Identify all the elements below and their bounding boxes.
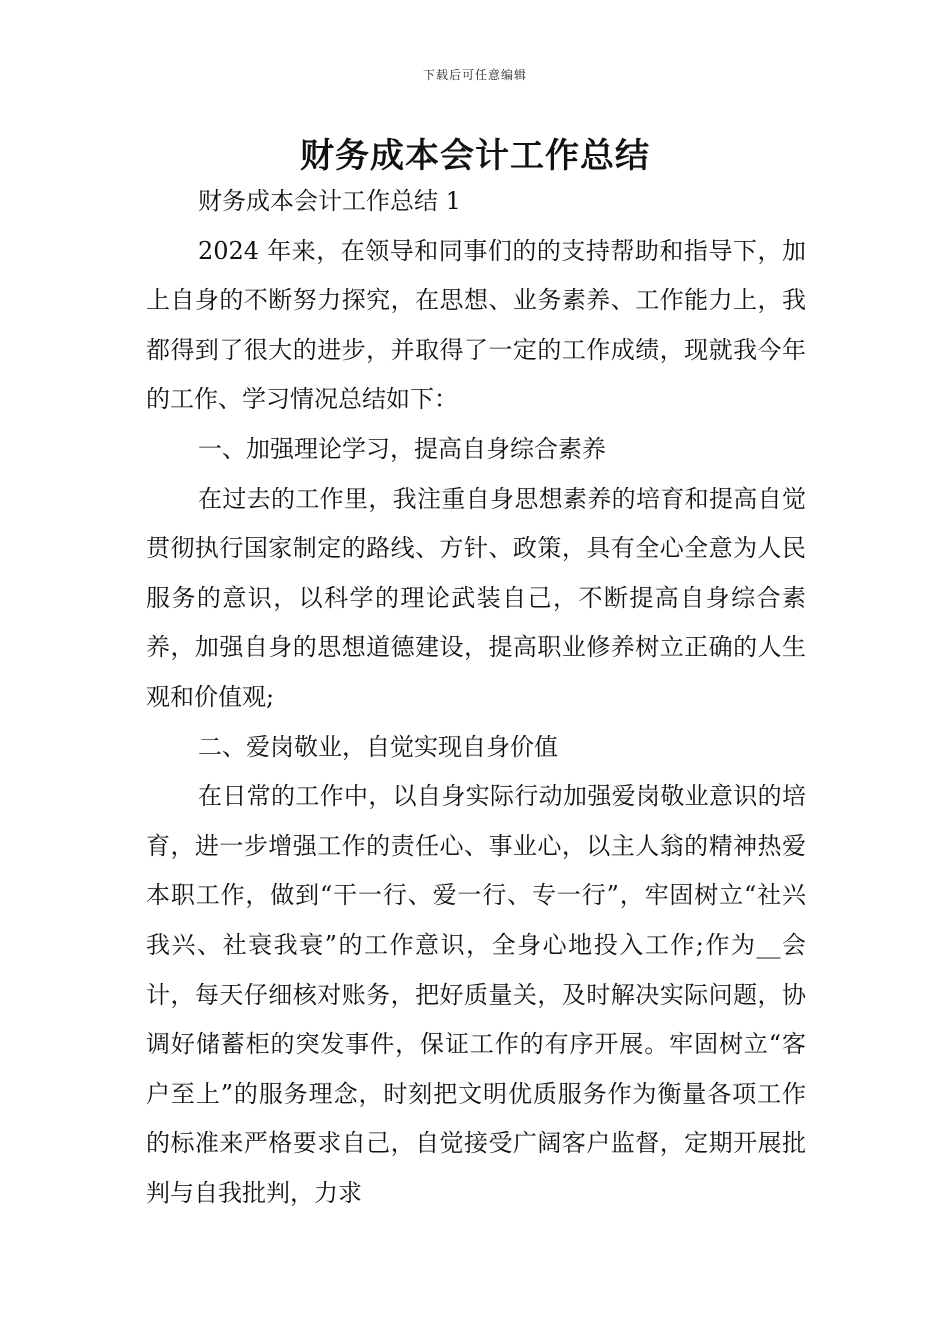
document-body: [146, 177, 806, 1218]
header-note: 下载后可任意编辑: [422, 68, 527, 82]
section-heading: 二、爱岗敬业，自觉实现自身价值: [198, 732, 558, 761]
paragraph: 在过去的工作里，我注重自身思想素养的培育和提高自觉贯彻执行国家制定的路线、方针、政策，具有全心全意为人民服务的意识，以科学的理论武装自己，不断提高自身综合素养，加强自身的思想道德建设，提高职业修养树立正确的人生观和价值观;: [146, 484, 806, 711]
paragraph: 2024 年来，在领导和同事们的的支持帮助和指导下，加上自身的不断努力探究，在思想、业务素养、工作能力上，我都得到了很大的进步，并取得了一定的工作成绩，现就我今年的工作、学习情况总结如下：: [146, 236, 806, 414]
paragraph: 在日常的工作中，以自身实际行动加强爱岗敬业意识的培育，进一步增强工作的责任心、事业心，以主人翁的精神热爱本职工作，做到“干一行、爱一行、专一行”，牢固树立“社兴我兴、社衰我衰”的工作意识，全身心地投入工作;作为__会计，每天仔细核对账务，把好质量关，及时解决实际问题，协调好储蓄柜的突发事件，保证工作的有序开展。牢固树立“客户至上”的服务理念，时刻把文明优质服务作为衡量各项工作的标准来严格要求自己，自觉接受广阔客户监督，定期开展批判与自我批判，力求: [146, 782, 806, 1207]
document-title: 财务成本会计工作总结: [300, 136, 650, 176]
section-heading: 一、加强理论学习，提高自身综合素养: [198, 434, 606, 463]
section-heading: 财务成本会计工作总结 1: [198, 187, 461, 215]
